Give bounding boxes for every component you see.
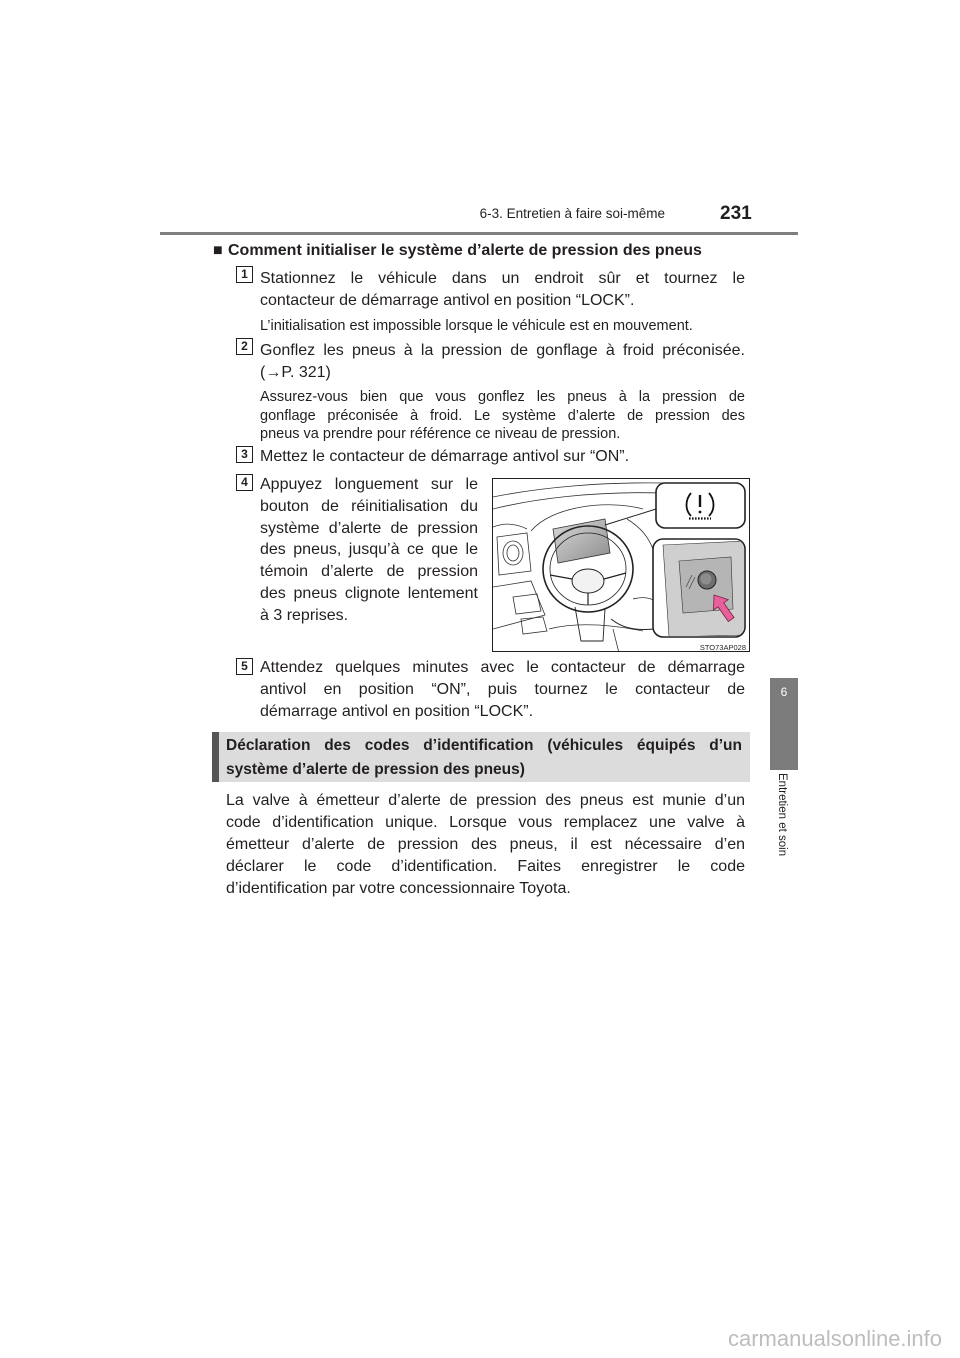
- procedure-title: Comment initialiser le système d’alerte de pression des pneus: [228, 242, 702, 259]
- step-number-1: 1: [236, 266, 253, 283]
- section-body-line: code d’identification unique. Lorsque vous remplacez une valve à: [226, 814, 745, 831]
- section-body: [226, 790, 745, 900]
- header-divider: [160, 232, 798, 235]
- chapter-tab: [770, 678, 798, 770]
- page-number: 231: [720, 203, 752, 224]
- step-5-line: antivol en position “ON”, puis tournez le contacteur de: [260, 681, 745, 698]
- section-heading-line: système d’alerte de pression des pneus): [226, 761, 525, 778]
- section-body-line: émetteur d’alerte de pression des pneus, il est nécessaire d’en: [226, 836, 745, 853]
- step-number-4: 4: [236, 474, 253, 491]
- step-number-3: 3: [236, 446, 253, 463]
- section-body-line: déclarer le code d’identification. Faites enregistrer le code: [226, 858, 745, 875]
- step-1-text: [260, 268, 745, 312]
- section-heading-line: Déclaration des codes d’identification (véhicules équipés d’un: [226, 737, 742, 754]
- step-2-note: [260, 388, 745, 444]
- heading-bullet-icon: ■: [213, 242, 223, 259]
- step-5-line: démarrage antivol en position “LOCK”.: [260, 703, 534, 720]
- step-5-line: Attendez quelques minutes avec le contacteur de démarrage: [260, 659, 745, 676]
- header-section-title: 6-3. Entretien à faire soi-même: [479, 206, 665, 221]
- step-1-line: contacteur de démarrage antivol en position “LOCK”.: [260, 292, 635, 309]
- step-4-line: Appuyez longuement sur le: [260, 476, 478, 493]
- step-4-line: témoin d’alerte de pression: [260, 563, 478, 581]
- callout-tpms-indicator: [656, 483, 745, 528]
- step-3-line: Mettez le contacteur de démarrage antivol sur “ON”.: [260, 448, 630, 465]
- step-1-note: [260, 317, 745, 335]
- step-5-text: [260, 657, 745, 723]
- chapter-number: 6: [780, 685, 788, 699]
- step-2-line: Gonflez les pneus à la pression de gonflage à froid préconisée.: [260, 342, 745, 359]
- step-2-page-reference: (→P. 321): [260, 364, 331, 381]
- step-4-line: à 3 reprises.: [260, 606, 349, 624]
- section-body-line: La valve à émetteur d’alerte de pression des pneus est munie d’un: [226, 792, 745, 809]
- tpms-reset-illustration: [492, 478, 750, 652]
- step-4-text: [260, 474, 478, 627]
- step-4-line: système d’alerte de pression: [260, 519, 478, 537]
- watermark: carmanualsonline.info: [728, 1326, 943, 1351]
- step-1-note-line: L’initialisation est impossible lorsque le véhicule est en mouvement.: [260, 318, 693, 334]
- dashboard-lines: [493, 483, 663, 652]
- leader-line-indicator: [605, 509, 656, 525]
- step-4-line: des pneus clignote lentement: [260, 584, 478, 602]
- step-3-text: [260, 446, 745, 468]
- illustration-canvas: [493, 479, 750, 652]
- tpms-reset-button: [698, 571, 716, 589]
- chapter-title: Entretien et soin: [776, 773, 788, 857]
- callout-reset-button: [653, 539, 745, 637]
- figure-code: STO73AP028: [699, 643, 746, 652]
- leader-line-button: [611, 619, 654, 630]
- step-2-note-line: Assurez-vous bien que vous gonflez les pneus à la pression de: [260, 389, 745, 405]
- step-number-2: 2: [236, 338, 253, 355]
- step-2-note-line: pneus va prendre pour référence ce niveau de pression.: [260, 426, 621, 442]
- procedure-heading: [213, 241, 702, 261]
- step-2-text: [260, 340, 745, 384]
- step-4-line: des pneus, jusqu’à ce que le: [260, 541, 478, 559]
- section-heading-title: [226, 734, 742, 782]
- step-1-line: Stationnez le véhicule dans un endroit sûr et tournez le: [260, 270, 745, 287]
- step-2-note-line: gonflage préconisée à froid. Le système d’alerte de pression des: [260, 407, 745, 424]
- step-4-line: bouton de réinitialisation du: [260, 497, 478, 515]
- section-body-line: d’identification par votre concessionnaire Toyota.: [226, 880, 571, 897]
- step-number-5: 5: [236, 658, 253, 675]
